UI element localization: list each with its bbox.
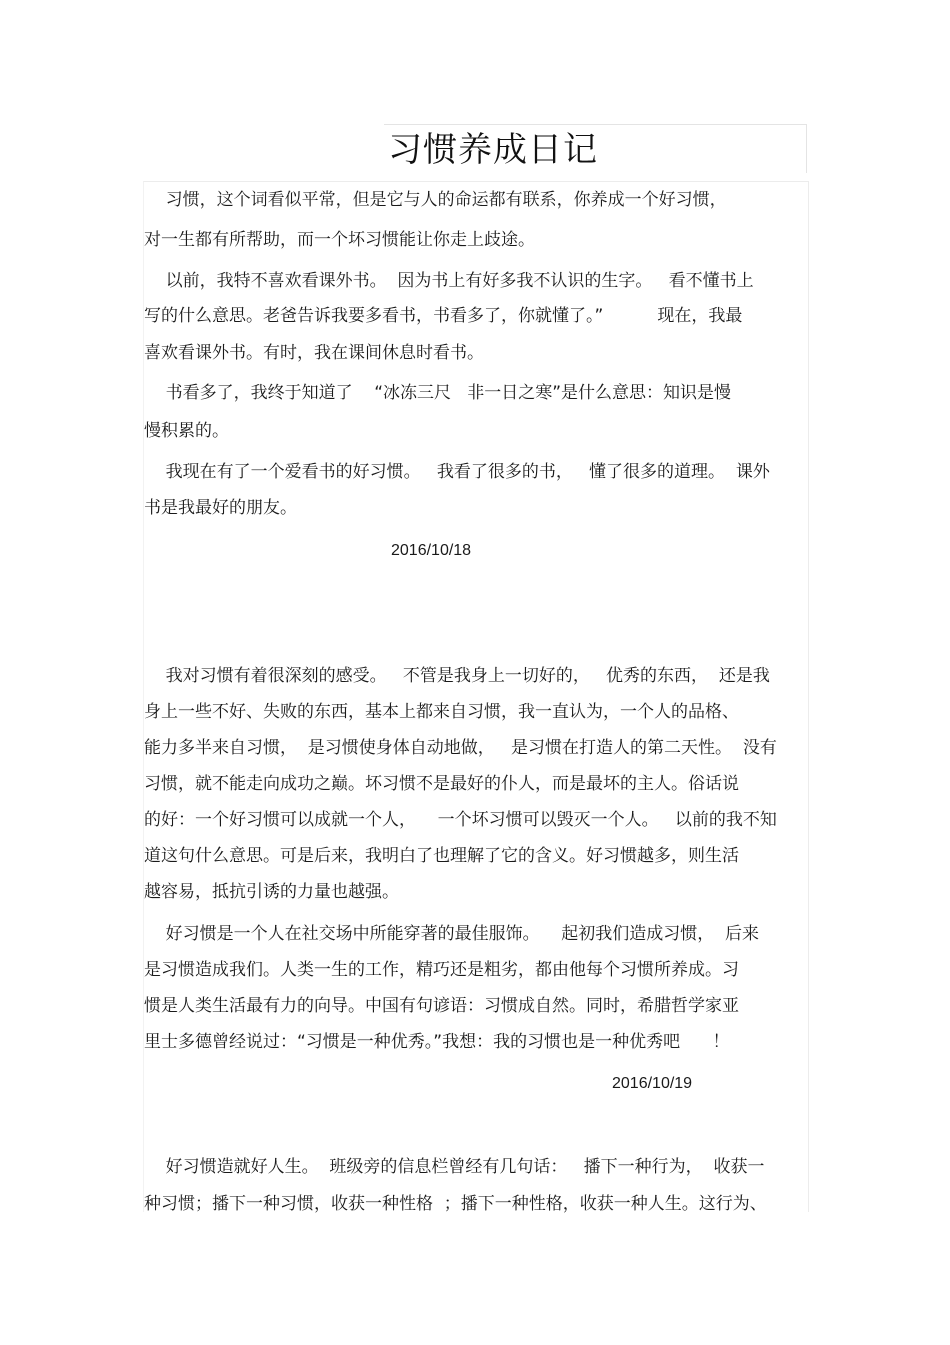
text-line: 喜欢看课外书。有时，我在课间休息时看书。 [144, 343, 484, 363]
text-line: 惯是人类生活最有力的向导。中国有句谚语：习惯成自然。同时，希腊哲学家亚 [144, 996, 739, 1016]
text-line: 习惯，就不能走向成功之巅。坏习惯不是最好的仆人，而是最坏的主人。俗话说 [144, 774, 739, 794]
text-line: 道这句什么意思。可是后来，我明白了也理解了它的含义。好习惯越多，则生活 [144, 846, 739, 866]
page-title: 习惯养成日记 [388, 130, 598, 170]
text-line: 书是我最好的朋友。 [144, 498, 297, 518]
text-line: 对一生都有所帮助，而一个坏习惯能让你走上歧途。 [144, 230, 535, 250]
text-line: 习惯，这个词看似平常，但是它与人的命运都有联系，你养成一个好习惯， [144, 190, 727, 210]
text-line: 种习惯；播下一种习惯，收获一种性格 ；播下一种性格，收获一种人生。这行为、 [144, 1194, 767, 1214]
text-line: 能力多半来自习惯， 是习惯使身体自动地做， 是习惯在打造人的第二天性。 没有 [144, 738, 777, 758]
entry-date: 2016/10/18 [391, 542, 472, 559]
text-line: 写的什么意思。老爸告诉我要多看书，书看多了，你就懂了。” 现在，我最 [144, 306, 743, 326]
text-line: 越容易，抵抗引诱的力量也越强。 [144, 882, 399, 902]
text-line: 身上一些不好、失败的东西，基本上都来自习惯，我一直认为，一个人的品格、 [144, 702, 739, 722]
text-line: 的好：一个好习惯可以成就一个人， 一个坏习惯可以毁灭一个人。 以前的我不知 [144, 810, 777, 830]
text-line: 我现在有了一个爱看书的好习惯。 我看了很多的书， 懂了很多的道理。 课外 [144, 462, 770, 482]
entry-date: 2016/10/19 [612, 1075, 693, 1092]
text-line: 好习惯造就好人生。 班级旁的信息栏曾经有几句话： 播下一种行为， 收获一 [144, 1157, 765, 1177]
text-line: 我对习惯有着很深刻的感受。 不管是我身上一切好的， 优秀的东西， 还是我 [144, 666, 770, 686]
text-line: 是习惯造成我们。人类一生的工作，精巧还是粗劣，都由他每个习惯所养成。习 [144, 960, 739, 980]
text-line: 以前，我特不喜欢看课外书。 因为书上有好多我不认识的生字。 看不懂书上 [144, 271, 754, 291]
text-line: 好习惯是一个人在社交场中所能穿著的最佳服饰。 起初我们造成习惯， 后来 [144, 924, 760, 944]
text-line: 慢积累的。 [144, 421, 229, 441]
text-line: 书看多了，我终于知道了 “冰冻三尺 非一日之寒”是什么意思：知识是慢 [144, 383, 732, 403]
text-line: 里士多德曾经说过：“习惯是一种优秀。”我想：我的习惯也是一种优秀吧 ！ [144, 1032, 730, 1052]
content-frame [143, 181, 809, 1212]
